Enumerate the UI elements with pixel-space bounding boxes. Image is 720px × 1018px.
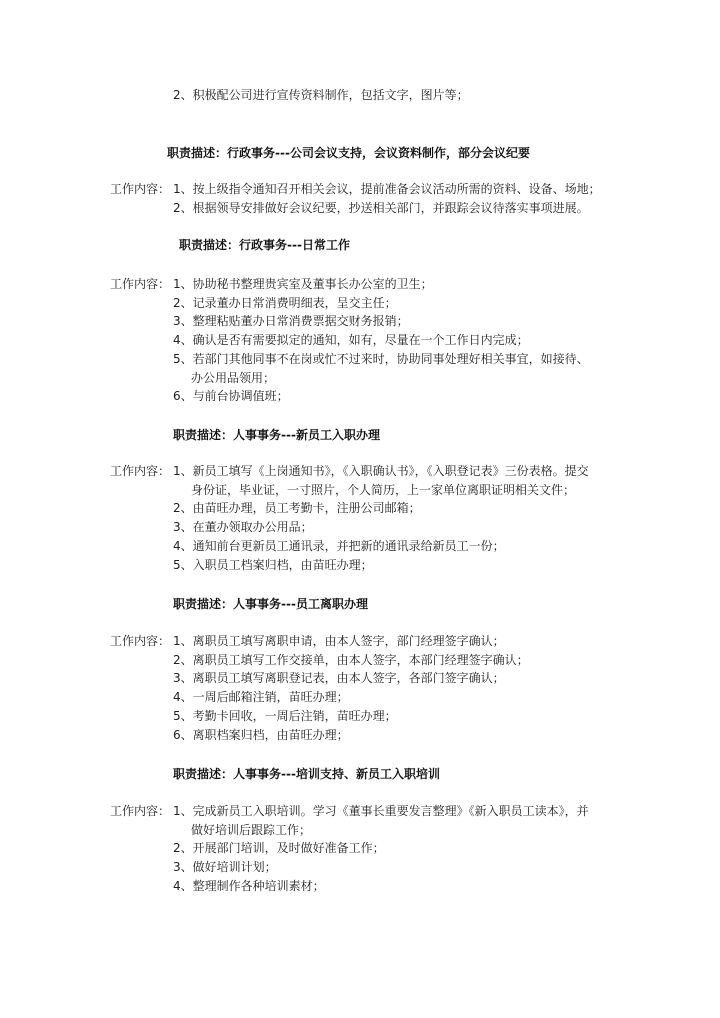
- list-item: [173, 877, 589, 896]
- section-heading: 职责描述：人事事务---新员工入职办理: [173, 428, 380, 442]
- list-item-text: 2、根据领导安排做好会议纪要，抄送相关部门，并跟踪会议待落实事项进展。: [173, 200, 589, 215]
- list-item: [173, 312, 589, 331]
- list-item: [173, 632, 529, 651]
- list-item: [173, 275, 589, 294]
- list-item: [173, 651, 529, 670]
- section-heading: 职责描述：人事事务---员工离职办理: [173, 597, 368, 611]
- list-item: [173, 294, 589, 313]
- list-item-text: 4、整理制作各种培训素材；: [173, 878, 325, 893]
- list-item-text: 5、入职员工档案归档，由苗旺办理；: [173, 557, 373, 572]
- list-item-continuation: 做好培训后跟踪工作；: [191, 822, 312, 837]
- list-item-text: 1、按上级指令通知召开相关会议，提前准备会议活动所需的资料、设备、场地；: [173, 182, 601, 196]
- list-item-text: 5、考勤卡回收，一周后注销，苗旺办理；: [173, 708, 397, 723]
- list-item-text: 1、完成新员工入职培训。学习《董事长重要发言整理》《新入职员工读本》，并: [173, 804, 589, 818]
- work-content-label: 工作内容：: [110, 804, 171, 818]
- list-item: [173, 839, 589, 858]
- item-list: [173, 275, 589, 406]
- list-item-text: 1、新员工填写《上岗通知书》，《入职确认书》，《入职登记表》三份表格。提交: [173, 464, 589, 478]
- list-item-text: 2、开展部门培训，及时做好准备工作；: [173, 841, 385, 856]
- list-item: [173, 331, 589, 350]
- list-item-text: 4、确认是否有需要拟定的通知，如有，尽量在一个工作日内完成；: [173, 333, 529, 348]
- list-item-text: 3、做好培训计划；: [173, 860, 277, 875]
- item-list: [173, 180, 601, 217]
- list-item-text: 5、若部门其他同事不在岗或忙不过来时，协助同事处理好相关事宜，如接待、: [173, 351, 589, 366]
- list-item-text: 3、在董办领取办公用品；: [173, 520, 313, 535]
- list-item-continuation: 身份证，毕业证，一寸照片，个人简历，上一家单位离职证明相关文件；: [191, 482, 576, 497]
- section-heading: 职责描述：行政事务---公司会议支持，会议资料制作，部分会议纪要: [167, 146, 530, 160]
- list-item: [173, 462, 589, 499]
- work-content-label: 工作内容：: [110, 464, 171, 478]
- list-item: [173, 537, 589, 556]
- list-item: [173, 707, 529, 726]
- list-item: [173, 499, 589, 518]
- item-list: [173, 632, 529, 744]
- list-item: [173, 387, 589, 406]
- item-list: [173, 802, 589, 896]
- list-item-text: 1、协助秘书整理贵宾室及董事长办公室的卫生；: [173, 277, 433, 291]
- list-item: [173, 518, 589, 537]
- list-item: [173, 726, 529, 745]
- list-item: [173, 802, 589, 839]
- section-heading: 职责描述：行政事务---日常工作: [179, 238, 350, 252]
- list-item: [173, 199, 601, 218]
- list-item-text: 6、离职档案归档，由苗旺办理；: [173, 727, 349, 742]
- list-item-continuation: 办公用品领用；: [191, 370, 276, 385]
- list-item-text: 3、离职员工填写离职登记表，由本人签字，各部门签字确认；: [173, 671, 505, 686]
- item-list: [173, 462, 589, 574]
- intro-line: 2、积极配公司进行宣传资料制作，包括文字，图片等；: [173, 88, 469, 102]
- section-heading: 职责描述：人事事务---培训支持、新员工入职培训: [173, 767, 440, 781]
- list-item-text: 1、离职员工填写离职申请，由本人签字，部门经理签字确认；: [173, 634, 505, 648]
- list-item: [173, 180, 601, 199]
- list-item: [173, 858, 589, 877]
- list-item: [173, 669, 529, 688]
- list-item-text: 2、离职员工填写工作交接单，由本人签字，本部门经理签字确认；: [173, 652, 529, 667]
- list-item: [173, 556, 589, 575]
- list-item: [173, 688, 529, 707]
- list-item-text: 4、通知前台更新员工通讯录，并把新的通讯录给新员工一份；: [173, 538, 505, 553]
- list-item: [173, 350, 589, 387]
- work-content-label: 工作内容：: [110, 277, 171, 291]
- list-item-text: 4、一周后邮箱注销，苗旺办理；: [173, 690, 349, 705]
- list-item-text: 6、与前台协调值班；: [173, 389, 289, 404]
- work-content-label: 工作内容：: [110, 634, 171, 648]
- list-item-text: 2、记录董办日常消费明细表，呈交主任；: [173, 295, 397, 310]
- list-item-text: 3、整理粘贴董办日常消费票据交财务报销；: [173, 314, 409, 329]
- work-content-label: 工作内容：: [110, 182, 171, 196]
- list-item-text: 2、由苗旺办理，员工考勤卡，注册公司邮箱；: [173, 501, 421, 516]
